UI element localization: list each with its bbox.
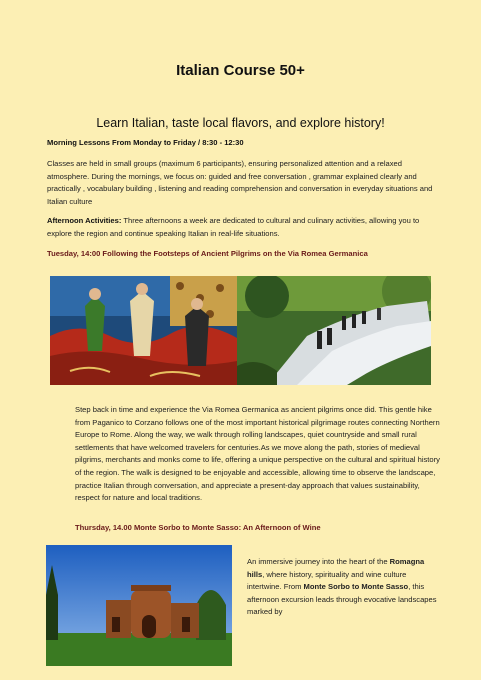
- tuesday-heading: Tuesday, 14:00 Following the Footsteps of Ancient Pilgrims on the Via Romea Germanica: [47, 249, 368, 258]
- pilgrims-miniature-image: [50, 276, 237, 385]
- afternoon-paragraph: [47, 215, 439, 240]
- afternoon-label: Afternoon Activities:: [47, 216, 122, 225]
- thursday-paragraph: [247, 556, 442, 619]
- thursday-text-1: An immersive journey into the heart of the: [247, 557, 390, 566]
- page-subtitle: Learn Italian, taste local flavors, and explore history!: [96, 116, 385, 130]
- hikers-trail-image: [237, 276, 431, 385]
- thursday-heading: Thursday, 14.00 Monte Sorbo to Monte Sasso: An Afternoon of Wine: [75, 523, 321, 532]
- thursday-bold-2: Monte Sorbo to Monte Sasso: [303, 582, 409, 592]
- thursday-text-3: , this afternoon excursion leads through evocative landscapes marked by: [247, 582, 437, 617]
- afternoon-text: Three afternoons a week are dedicated to cultural and culinary activities, allowing you to explore the region and continue speaking Italian in real-life situations.: [47, 216, 420, 238]
- morning-paragraph: Classes are held in small groups (maximum 6 participants), ensuring personalized attention and a relaxed atmosphere. During the mornings, we focus on: guided and free conversation , grammar explained clearly and practically , vocabulary building , listening and reading comprehension and conversation in everyday situations and Italian culture: [47, 159, 433, 206]
- thursday-text-2: , where history, spirituality and wine culture intertwine. From: [247, 569, 407, 592]
- castle-image: [46, 545, 232, 666]
- tuesday-paragraph: Step back in time and experience the Via Romea Germanica as ancient pilgrims once did. This gentle hike from Paganico to Corzano follows one of the most important historical pilgrimage routes connecting Northern Europe to Rome. Along the way, we walk through rolling landscapes, quiet countryside and small rural settlements that have welcomed travelers for centuries.As we move along the path, stories of medieval pilgrims, merchants and monks come to life, offering a unique perspective on the cultural and spiritual history of the region. The walk is designed to be enjoyable and accessible, allowing time to observe the landscape, practice Italian through conversation, and appreciate a present-day approach that values sustainability, respect for nature and local traditions.: [75, 405, 440, 503]
- page-title: Italian Course 50+: [176, 62, 305, 79]
- thursday-bold-1: Romagna hills: [247, 557, 425, 579]
- morning-heading: Morning Lessons From Monday to Friday / 8:30 - 12:30: [47, 138, 244, 147]
